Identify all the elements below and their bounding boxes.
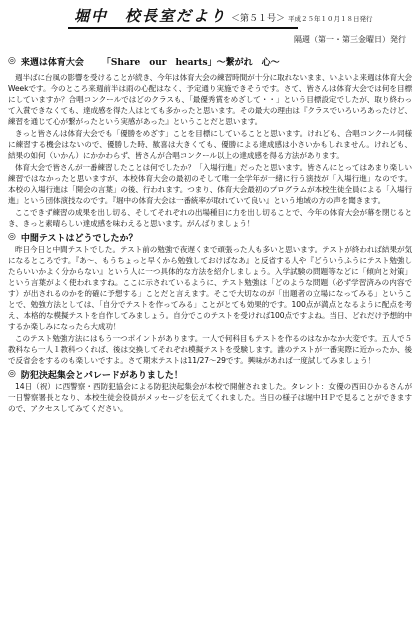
issue-date: 平成２５年１０月１８日発行 — [288, 15, 373, 23]
header-rule — [68, 27, 298, 29]
paragraph: ここできず練習の成果を出し切る、そしてそれぞれの出場種目に力を出し切ることで、今年の体育大会が幕を閉じるとき、きっと素晴らしい達成感を味わえると思います。がんばりましょう！ — [8, 208, 413, 228]
newsletter-title: 堀中 校長室だより — [74, 7, 228, 25]
section-midterm-test — [8, 231, 412, 366]
section-sports-festival — [8, 55, 412, 229]
issue-number: ＜第５１号＞ — [231, 14, 286, 24]
paragraph: このテスト勉強方法にはもう一つポイントがあります。一人で何科目もテストを作るのはなかなか大変です。五人で５教科なら一人１教科つくれば、後は交換してそれぞれ模擬テストを受験します。誰のテストが一番実際に近かったか、後で反省会をするのも楽しいですよ。さて期末テストは11/27～29です。興味があれば一度試してみましょう！ — [8, 334, 412, 365]
section-heading — [8, 231, 412, 243]
section-heading — [8, 55, 412, 67]
section-title: 防犯決起集会とパレードがありました！ — [20, 370, 183, 381]
bullet-mark: ◎ — [8, 369, 16, 379]
section-title: 来週は体育大会 — [20, 57, 84, 68]
bullet-mark: ◎ — [8, 56, 16, 66]
paragraph: 体育大会で皆さんが一番練習したことは何でしたか？「入場行進」だったと思います。皆さんにとってはあまり楽しい練習ではなかったと思いますが、本校体育大会の最初のそして唯一全学年が一緒に行う演技が「入場行進」なのです。本校の入場行進は「開会の言葉」の後、行われます。つまり、体育大会最初のプログラムが本校生徒全員による「入場行進」という団体演技なのです。『堀中の体育大会は一番統率が取れていて良い』という地域の方の声を聞きます。 — [8, 163, 412, 205]
paragraph: 昨日今日と中間テストでした。テスト前の勉強で夜遅くまで頑張った人も多いと思います。テストが終われば結果が気になるところです。『あ～、もうちょっと早くから勉強しておけばなあ』と反省する人や『どういうふうにテスト勉強したらいいかよく分からない』という人に一つ具体的な方法を紹介しましょう。入学試験の問題等などに「傾向と対策」という言葉がよく使われますね。ここに示されているように、テスト勉強は「どのような問題（必ず学習済みの内容です）が出されるのかを的確に予想する」ことだと言えます。そこで大切なのが「出題者の立場になってみる」ということで、勉強方法としては、「自分でテストを作ってみる」ことがとても効果的です。100点が満点となるように配点を考え、本格的な模擬テストを自作してみましょう。自分でこのテストを受ければ100点ですよね。当日、どれだけ予想的中するか楽しみになったら大成功！ — [8, 245, 412, 331]
section-slogan: 「Share our hearts」～繋がれ 心～ — [101, 57, 280, 68]
section-title: 中間テストはどうでしたか？ — [20, 233, 138, 244]
paragraph: 週半ばに台風の影響を受けることが続き、今年は体育大会の練習時間が十分に取れないまま、いよいよ来週は体育大会Weekです。今のところ来週前半は雨の心配はなく、予定通り実施できそうです。さて、皆さんは体育大会では何を目標にしていますか？合唱コンクールではどのクラスも、「最優秀賞をめざして・・」という目標設定でしたが、取り終わって入賞できなくても、達成感を得た人はとても多かったと思います。その最大の理由は『クラスでいろいろあったけど、練習を通じて心が繋がったという実感があった』ということだと思います。 — [8, 73, 412, 126]
publication-schedule: 隔週（第一・第三金曜日）発行 — [294, 35, 406, 44]
newsletter-header — [8, 6, 412, 26]
section-crime-prevention-rally — [8, 368, 412, 414]
paragraph: きっと皆さんは体育大会でも「優勝をめざす」ことを目標にしていることと思います。けれども、合唱コンクール同様に練習する機会はないので、優勝した時、歓喜は大きくても、優勝による達成感は小さいかもしれません。けれども、結果の如何（いかん）にかかわらず、皆さんが合唱コンクール以上の達成感を得る方法があります。 — [8, 129, 412, 160]
paragraph: 14日（祝）に西警察・西防犯協会による防犯決起集会が本校で開催されました。タレント：女優の西田ひかるさんが一日警察署長となり、本校生徒会役員がメッセージを伝えてくれました。当日の様子は堀中ＨＰで見ることができますので、アクセスしてみてください。 — [8, 382, 412, 413]
section-heading — [8, 368, 412, 380]
bullet-mark: ◎ — [8, 232, 16, 242]
